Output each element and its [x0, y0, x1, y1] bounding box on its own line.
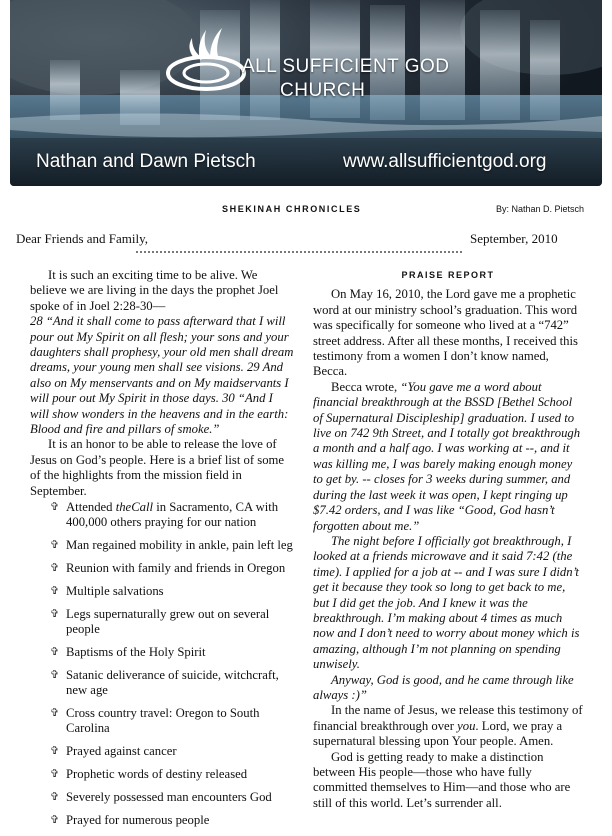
- dotted-divider: [136, 251, 462, 253]
- highlights-list: [50, 500, 300, 836]
- highlight-item: [50, 744, 300, 759]
- highlight-item: [50, 790, 300, 805]
- praise-paragraph-6: God is getting ready to make a distinction between His people—those who have fully committed themselves to Him—and those who are still of this world. Let’s surrender all.: [313, 749, 571, 810]
- blessing-text-end: . Lord, we pray a supernatural blessing upon Your people. Amen.: [313, 718, 563, 749]
- praise-paragraph-1: On May 16, 2010, the Lord gave me a prophetic word at our ministry school’s graduation. This word was specifically for someone who lived at a “742” street address. After all these months, I received this testimony from a women I don’t know named, Becca.: [313, 287, 578, 379]
- honor-paragraph: It is an honor to be able to release the love of Jesus on God’s people. Here is a brief list of some of the highlights from the mission field in September.: [30, 437, 285, 498]
- highlight-text: Reunion with family and friends in Oregon: [66, 561, 286, 575]
- highlight-text: Multiple salvations: [66, 584, 164, 598]
- left-column: [30, 268, 294, 499]
- letter-date: September, 2010: [470, 231, 558, 246]
- highlight-text: Satanic deliverance of suicide, witchcraft, new age: [66, 668, 279, 697]
- right-column: [313, 268, 583, 811]
- cross-bullet-icon: ✞: [50, 608, 60, 620]
- pastor-names: Nathan and Dawn Pietsch: [36, 151, 256, 172]
- highlight-item: [50, 561, 300, 576]
- highlight-item: [50, 767, 300, 782]
- praise-paragraph-2: [313, 380, 583, 534]
- highlight-text-end: in Sacramento, CA with 400,000 others praying for our nation: [66, 500, 279, 529]
- highlight-text: Attended: [66, 500, 116, 514]
- blessing-text-start: In the name of Jesus, we release this testimony of financial breakthrough over: [313, 703, 583, 733]
- highlight-text: Prayed for numerous people: [66, 813, 210, 827]
- praise-paragraph-4: Anyway, God is good, and he came through like always :)”: [313, 672, 574, 702]
- intro-paragraph: It is such an exciting time to be alive. We believe we are living in the days the prophet Joel spoke of in Joel 2:28-30—: [30, 268, 279, 313]
- cross-bullet-icon: ✞: [50, 768, 60, 780]
- highlight-emphasis: theCall: [115, 500, 154, 514]
- highlight-item: [50, 538, 300, 553]
- author-byline: By: Nathan D. Pietsch: [496, 204, 585, 214]
- cross-bullet-icon: ✞: [50, 745, 60, 757]
- highlight-item: [50, 584, 300, 599]
- section-heading-praise-report: PRAISE REPORT: [401, 270, 495, 280]
- header-banner: [10, 0, 602, 186]
- highlight-text: Man regained mobility in ankle, pain left leg: [66, 538, 293, 552]
- highlight-item: [50, 607, 300, 637]
- salutation: Dear Friends and Family,: [16, 231, 149, 246]
- scripture-quote: 28 “And it shall come to pass afterward that I will pour out My Spirit on all flesh; your sons and your daughters shall prophesy, your old men shall dream dreams, your young men shall see visions. 29 And also on My menservants and on My maidservants I will pour out My Spirit in those days. 30 “And I will show wonders in the heavens and in the earth: Blood and fire and pillars of smoke.”: [30, 314, 294, 437]
- highlight-item: [50, 668, 300, 698]
- highlight-text: Prophetic words of destiny released: [66, 767, 248, 781]
- cross-bullet-icon: ✞: [50, 646, 60, 658]
- cross-bullet-icon: ✞: [50, 562, 60, 574]
- highlight-item: [50, 645, 300, 660]
- highlight-item: [50, 706, 300, 736]
- highlight-item: [50, 813, 300, 828]
- church-name-line1: ALL SUFFICIENT GOD: [242, 56, 450, 77]
- cross-bullet-icon: ✞: [50, 791, 60, 803]
- blessing-emphasis: you: [457, 718, 476, 733]
- quote-intro: Becca wrote,: [331, 379, 401, 394]
- cross-bullet-icon: ✞: [50, 539, 60, 551]
- highlight-text: Legs supernaturally grew out on several people: [66, 607, 270, 636]
- cross-bullet-icon: ✞: [50, 669, 60, 681]
- highlight-text: Severely possessed man encounters God: [66, 790, 272, 804]
- praise-paragraph-3: The night before I officially got breakthrough, I looked at a friends microwave and it said 7:42 (the time). I applied for a job at -- and I was sure I didn’t get it because they took so long to get back to me, but I did get the job. And I knew it was the breakthrough. I’m making about 4 times as much now and I don’t need to worry about money which is amazing, although I’m not planning on spending unwisely.: [313, 533, 580, 672]
- newsletter-title: SHEKINAH CHRONICLES: [222, 204, 362, 214]
- highlight-item: [50, 500, 300, 530]
- cross-bullet-icon: ✞: [50, 501, 60, 513]
- becca-quote: “You gave me a word about financial breakthrough at the BSSD [Bethel School of Supernatural Discipleship] graduation. I used to live on 742 9th Street, and I totally got breakthrough a month and a half ago. I was working at --, and it was killing me, I was barely making enough money to get by. -- closes for 3 weeks during summer, and during the last week it was open, I kept ringing up $7.42 orders, and I was like “Good, God hasn’t forgotten about me.”: [313, 379, 581, 533]
- highlight-text: Prayed against cancer: [66, 744, 177, 758]
- highlight-text: Baptisms of the Holy Spirit: [66, 645, 206, 659]
- highlight-text: Cross country travel: Oregon to South Carolina: [66, 706, 260, 735]
- church-name-line2: CHURCH: [280, 80, 366, 101]
- cross-bullet-icon: ✞: [50, 585, 60, 597]
- praise-paragraph-5: [313, 703, 583, 749]
- website-url: www.allsufficientgod.org: [343, 151, 547, 172]
- cross-bullet-icon: ✞: [50, 814, 60, 826]
- cross-bullet-icon: ✞: [50, 707, 60, 719]
